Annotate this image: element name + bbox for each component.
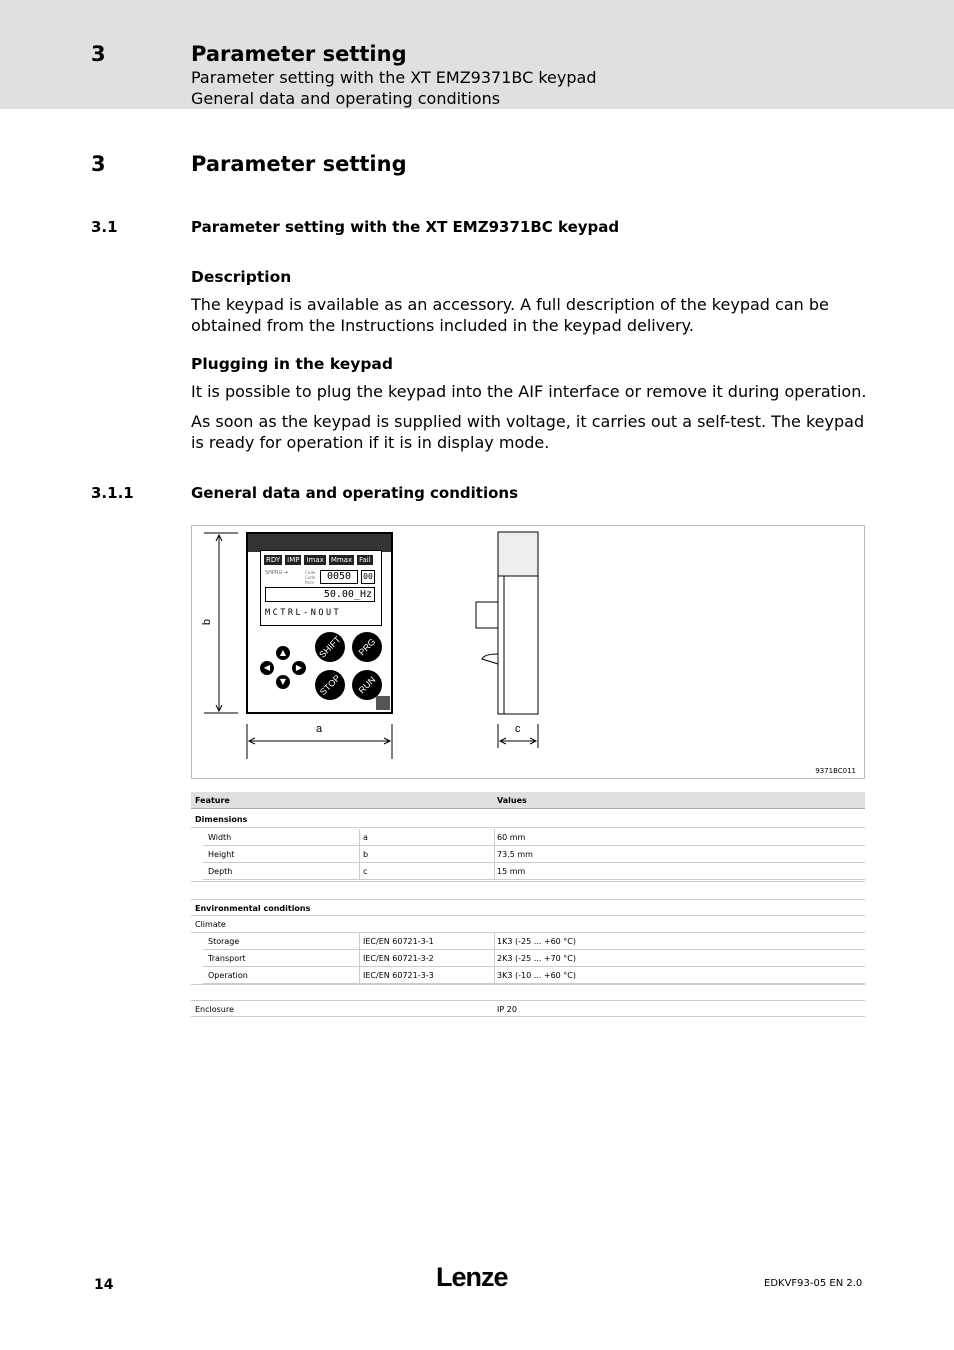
- code-label: Code: [305, 570, 316, 575]
- arrow-up-icon: ▲: [276, 646, 290, 660]
- table-header-row: [191, 792, 865, 809]
- lenze-logo: Lenze: [436, 1262, 508, 1292]
- lamp-imp: IMP: [287, 556, 300, 564]
- row-value: 73.5 mm: [497, 850, 533, 859]
- spacer-divider: [191, 881, 865, 882]
- row-value: 1K3 (-25 ... +60 °C): [497, 937, 577, 946]
- plugging-heading: Plugging in the keypad: [191, 355, 393, 373]
- description-heading: Description: [191, 268, 292, 286]
- header-subsection-title: General data and operating conditions: [191, 89, 501, 108]
- column-divider: [359, 829, 360, 846]
- figure-id: 9371BC011: [815, 767, 856, 775]
- row-symbol: b: [363, 850, 369, 859]
- table-row: [203, 967, 865, 984]
- status-lamps: [264, 555, 373, 565]
- table-row: [203, 846, 865, 863]
- arrow-right-icon: ▶: [292, 661, 306, 675]
- table-row-environment: [191, 899, 865, 916]
- header-values: Values: [497, 796, 527, 805]
- page-header: [0, 0, 954, 109]
- climate-label: Climate: [195, 920, 226, 929]
- para-label: Para: [305, 580, 314, 585]
- subsection-number: 3.1.1: [91, 484, 134, 502]
- keypad-display: [260, 550, 382, 626]
- chapter-number: 3: [91, 152, 106, 176]
- dimension-a-label: a: [316, 723, 323, 735]
- header-feature: Feature: [195, 796, 230, 805]
- keypad-front: [246, 532, 393, 714]
- column-divider: [359, 846, 360, 863]
- row-value: 60 mm: [497, 833, 526, 842]
- page-number: 14: [94, 1277, 114, 1293]
- text-display: MCTRL-NOUT: [265, 608, 342, 618]
- description-text: The keypad is available as an accessory. A full description of the keypad can be obtained from the Instructions included in the keypad delivery.: [191, 295, 829, 335]
- column-divider: [494, 846, 495, 863]
- code-display: 0050: [320, 570, 358, 584]
- subcode-display: 00: [361, 570, 375, 584]
- prg-button: PRG: [346, 626, 388, 668]
- row-standard: IEC/EN 60721-3-2: [363, 954, 434, 963]
- row-value: 15 mm: [497, 867, 526, 876]
- subsection-title: General data and operating conditions: [191, 484, 519, 502]
- row-feature: Width: [208, 833, 232, 842]
- arrow-left-icon: ◀: [260, 661, 274, 675]
- run-button: RUN: [346, 664, 388, 706]
- row-feature: Depth: [208, 867, 233, 876]
- keypad-figure: [191, 525, 865, 779]
- table-row: [203, 950, 865, 967]
- enclosure-value: IP 20: [497, 1005, 517, 1014]
- lamp-imax: Imax: [306, 556, 324, 564]
- dimensions-label: Dimensions: [195, 815, 248, 824]
- header-chapter-number: 3: [91, 42, 106, 66]
- column-divider: [494, 967, 495, 984]
- row-standard: IEC/EN 60721-3-3: [363, 971, 434, 980]
- section-number: 3.1: [91, 218, 118, 236]
- table-row-climate: [191, 916, 865, 933]
- header-section-title: Parameter setting with the XT EMZ9371BC keypad: [191, 68, 597, 87]
- lamp-rdy: RDY: [266, 556, 281, 564]
- keypad-logo-icon: [376, 696, 390, 710]
- row-feature: Storage: [208, 937, 240, 946]
- row-value: 3K3 (-10 ... +60 °C): [497, 971, 577, 980]
- dimension-b-label: b: [201, 618, 214, 626]
- code-labels: [305, 570, 315, 585]
- lamp-fail: Fail: [359, 556, 371, 564]
- code-label: Code: [305, 575, 316, 580]
- row-value: 2K3 (-25 ... +70 °C): [497, 954, 577, 963]
- shprg-indicator: SHPRG ➔: [265, 570, 289, 576]
- column-divider: [494, 933, 495, 950]
- value-display: 50.00_Hz: [265, 587, 375, 602]
- row-symbol: a: [363, 833, 368, 842]
- column-divider: [494, 950, 495, 967]
- plugging-text-1: It is possible to plug the keypad into the AIF interface or remove it during operation.: [191, 382, 867, 401]
- row-symbol: c: [363, 867, 368, 876]
- shift-button: SHIFT: [309, 626, 351, 668]
- column-divider: [359, 950, 360, 967]
- column-divider: [359, 967, 360, 984]
- chapter-title: Parameter setting: [191, 152, 407, 176]
- table-row: [203, 829, 865, 846]
- table-row: [203, 863, 865, 880]
- header-chapter-title: Parameter setting: [191, 42, 407, 66]
- table-row: [203, 933, 865, 950]
- arrow-down-icon: ▼: [276, 675, 290, 689]
- lamp-mmax: Mmax: [330, 556, 353, 564]
- section-title: Parameter setting with the XT EMZ9371BC keypad: [191, 218, 620, 236]
- row-standard: IEC/EN 60721-3-1: [363, 937, 434, 946]
- stop-button: STOP: [309, 664, 351, 706]
- column-divider: [359, 933, 360, 950]
- table-row-enclosure: [191, 1000, 865, 1017]
- column-divider: [494, 829, 495, 846]
- environment-label: Environmental conditions: [195, 904, 311, 913]
- row-feature: Height: [208, 850, 235, 859]
- column-divider: [359, 863, 360, 880]
- column-divider: [494, 863, 495, 880]
- enclosure-label: Enclosure: [195, 1005, 234, 1014]
- row-feature: Transport: [208, 954, 246, 963]
- plugging-text-2: As soon as the keypad is supplied with voltage, it carries out a self-test. The keypad is ready for operation if it is in display mode.: [191, 412, 865, 452]
- dimension-c-label: c: [515, 723, 521, 735]
- document-id: EDKVF93-05 EN 2.0: [764, 1278, 863, 1289]
- table-row-dimensions: [191, 811, 865, 828]
- spacer-divider: [191, 984, 865, 985]
- row-feature: Operation: [208, 971, 248, 980]
